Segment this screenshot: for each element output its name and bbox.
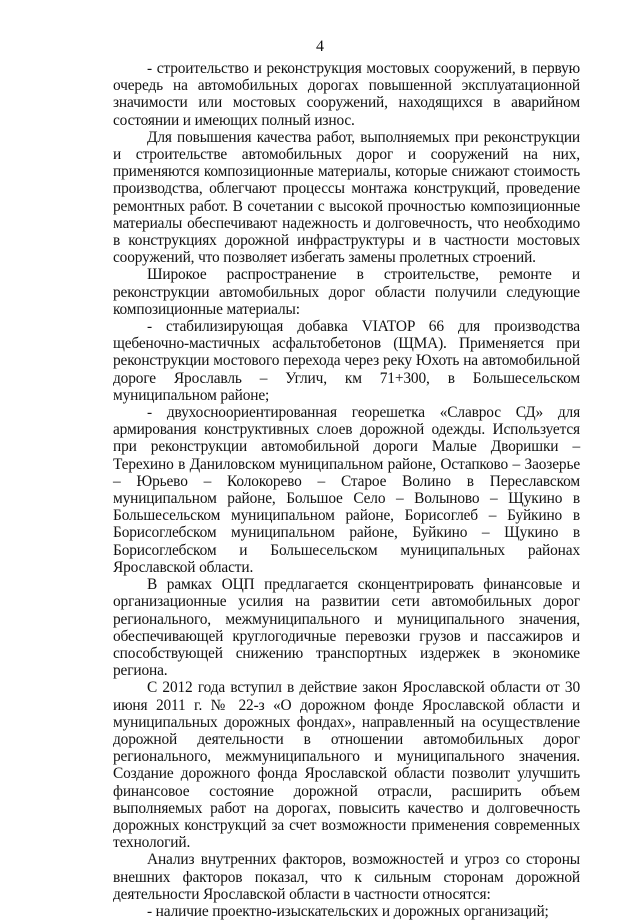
paragraph-road-fund-law: С 2012 года вступил в действие закон Ярославской области от 30 июня 2011 г. № 22-з «О дорожном фонде Ярославской области и муниципальных дорожных фондах», направленный на осуществление дорожной деятельности в отношении автомобильных дорог регионального, межмуниципального и муниципального значения. Создание дорожного фонда Ярославской области позволит улучшить финансовое состояние дорожной отрасли, расширить объем выполняемых работ на дорогах, повысить качество и долговечность дорожных конструкций за счет возможности применения современных технологий.	[113, 679, 580, 852]
paragraph-composite-materials: Для повышения качества работ, выполняемых при реконструкции и строительстве автомобильных дорог и сооружений на них, применяются композиционные материалы, которые снижают стоимость производства, облегчают процессы монтажа конструкций, проведение ремонтных работ. В сочетании с высокой прочностью композиционные материалы обеспечивают надежность и долговечность, что необходимо в конструкциях дорожной инфраструктуры и в частности мостовых сооружений, что позволяет избегать замены пролетных строений.	[113, 128, 580, 267]
paragraph-materials-intro: Широкое распространение в строительстве, ремонте и реконструкции автомобильных дорог области получили следующие композиционные материалы:	[113, 266, 580, 318]
paragraph-bridges: - строительство и реконструкция мостовых сооружений, в первую очередь на автомобильных дорогах повышенной эксплуатационной значимости или мостовых сооружений, находящихся в аварийном состоянии и имеющих полный износ.	[113, 60, 580, 129]
paragraph-design-organizations: - наличие проектно-изыскательских и дорожных организаций;	[147, 902, 549, 920]
paragraph-viatop: - стабилизирующая добавка VIATOP 66 для производства щебеночно-мастичных асфальтобетонов (ЩМА). Применяется при реконструкции мостового перехода через реку Юхоть на автомобильной дороге Ярославль – Углич, км 71+300, в Большесельском муниципальном районе;	[113, 318, 580, 404]
page-number: 4	[316, 38, 324, 55]
paragraph-ocp: В рамках ОЦП предлагается сконцентрировать финансовые и организационные усилия на развитии сети автомобильных дорог регионального, межмуниципального и муниципального значения, обеспечивающей круглогодичные перевозки грузов и пассажиров и способствующей снижению транспортных издержек в экономике региона.	[113, 576, 580, 680]
paragraph-geogrid: - двухосноориентированная георешетка «Славрос СД» для армирования конструктивных слоев дорожной одежды. Используется при реконструкции автомобильной дороги Малые Дворишки – Терехино в Даниловском муниципальном районе, Остапково – Заозерье – Юрьево – Колокорево – Старое Волино в Переславском муниципальном районе, Большое Село – Волыново – Щукино в Большесельском муниципальном районе, Борисоглеб – Буйкино в Борисоглебском муниципальном районе, Буйкино – Щукино в Борисоглебском и Большесельском муниципальных районах Ярославской области.	[113, 404, 580, 576]
paragraph-analysis: Анализ внутренних факторов, возможностей и угроз со стороны внешних факторов показал, что к сильным сторонам дорожной деятельности Ярославской области в частности относятся:	[113, 851, 580, 903]
body-text	[113, 60, 580, 920]
